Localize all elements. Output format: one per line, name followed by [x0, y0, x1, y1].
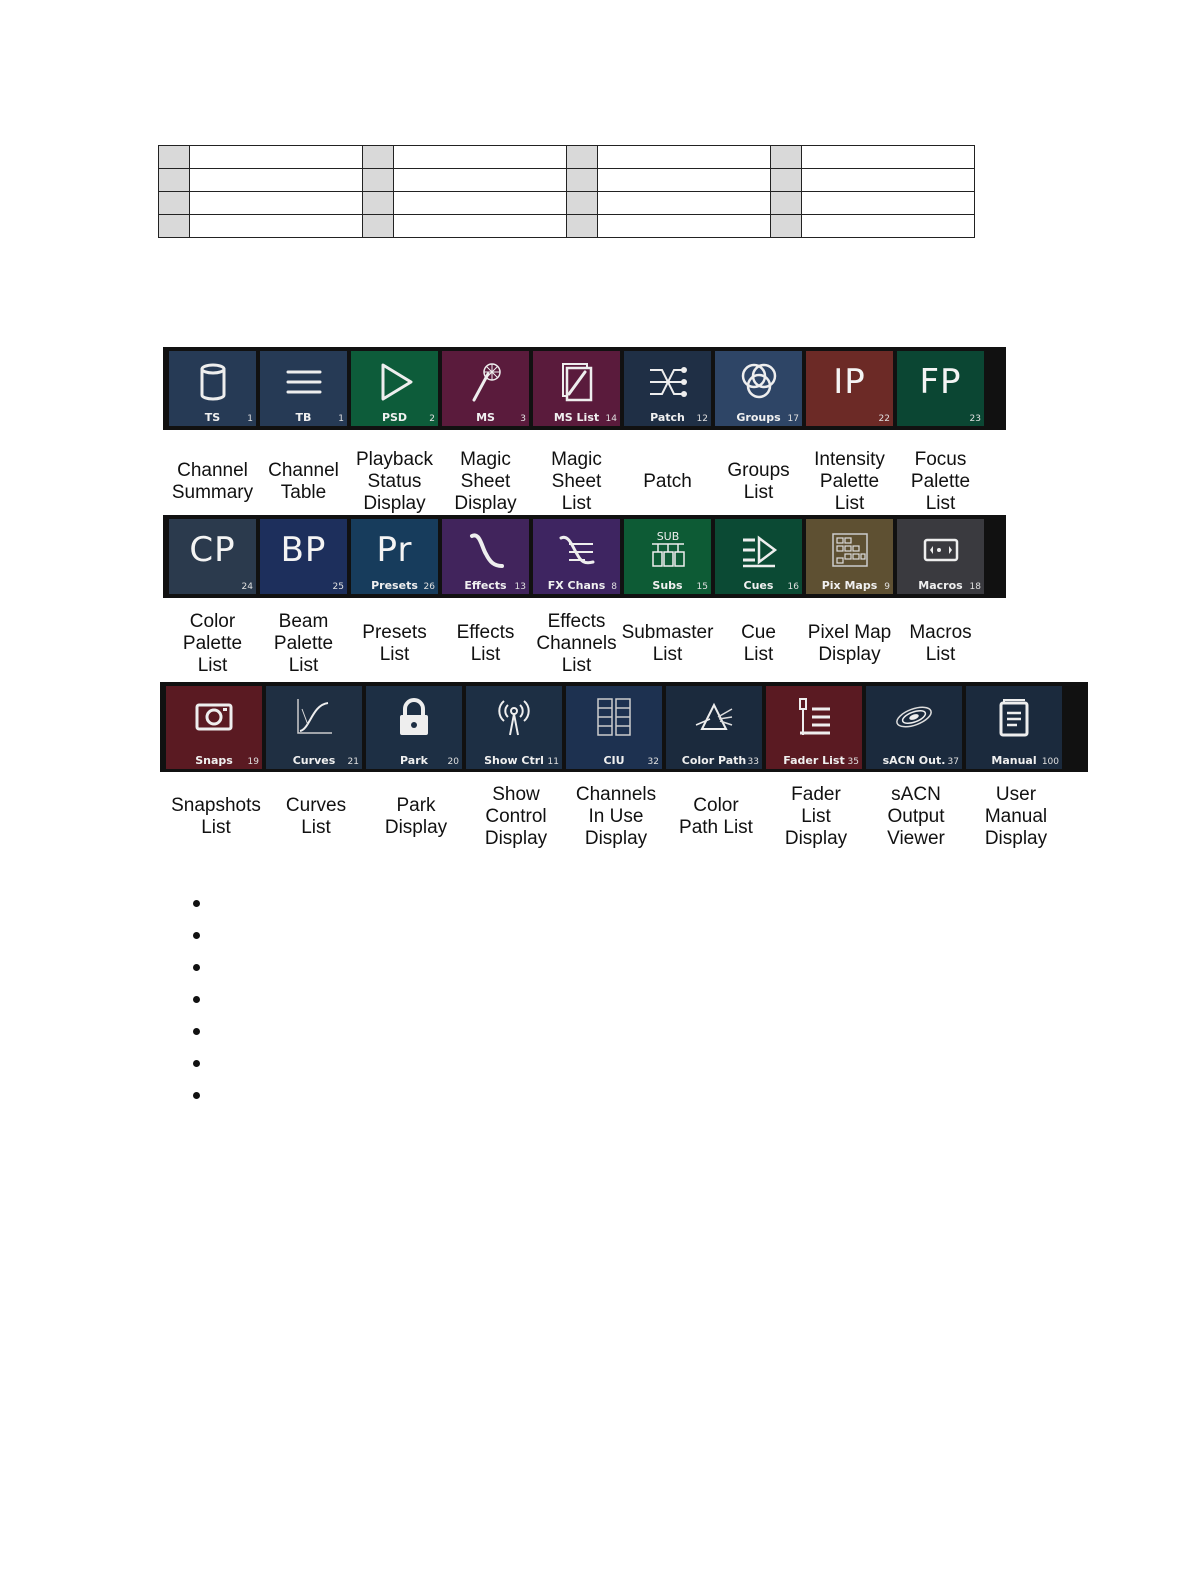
tile-patch[interactable]	[624, 351, 711, 426]
tile-caption: Submaster List	[621, 622, 714, 665]
tile-ip[interactable]	[806, 351, 893, 426]
tile-number: 20	[447, 757, 459, 767]
table-num-cell	[363, 146, 394, 169]
pixel-map-icon	[806, 527, 893, 573]
tile-ms[interactable]	[442, 351, 529, 426]
tile-number: 11	[547, 757, 559, 767]
table-cell	[190, 146, 363, 169]
tile-number: 14	[605, 414, 617, 424]
tile-label: FX Chans	[547, 579, 606, 592]
tile-curves[interactable]	[266, 686, 362, 769]
fx-chans-icon	[533, 527, 620, 573]
tile-row-1	[163, 347, 1006, 430]
tile-row-3	[160, 682, 1088, 772]
table-cell	[598, 169, 771, 192]
tile-number: 26	[423, 582, 435, 592]
table-num-cell	[567, 169, 598, 192]
curve-icon	[266, 694, 362, 740]
tile-fx-chans[interactable]	[533, 519, 620, 594]
tile-number: 25	[332, 582, 344, 592]
tile-caption: User Manual Display	[984, 784, 1048, 849]
table-num-cell	[771, 169, 802, 192]
table-cell	[394, 192, 567, 215]
tile-caption: Curves List	[285, 795, 347, 838]
tile-caption: Channel Summary	[171, 460, 254, 503]
tile-show-ctrl[interactable]	[466, 686, 562, 769]
macros-icon	[897, 527, 984, 573]
tile-number: 9	[884, 582, 890, 592]
tile-label: Macros	[918, 579, 963, 592]
table-cell	[190, 192, 363, 215]
tile-number: 22	[878, 414, 890, 424]
table-num-cell	[159, 146, 190, 169]
table-cell	[598, 146, 771, 169]
tile-label: PSD	[381, 411, 408, 424]
hamburger-icon	[260, 359, 347, 405]
table-num-cell	[363, 192, 394, 215]
tile-abbrev: CP	[189, 530, 236, 570]
tile-abbrev: Pr	[376, 530, 413, 570]
empty-grid-table	[158, 145, 975, 238]
fader-list-icon	[766, 694, 862, 740]
table-num-cell	[159, 169, 190, 192]
ip-text-icon	[806, 359, 893, 405]
tile-caption: Pixel Map Display	[807, 622, 892, 665]
tile-abbrev: FP	[919, 362, 962, 402]
cp-text-icon	[169, 527, 256, 573]
pr-text-icon	[351, 527, 438, 573]
table-num-cell	[567, 192, 598, 215]
prism-icon	[666, 694, 762, 740]
table-cell	[802, 192, 975, 215]
tile-caption: Magic Sheet List	[551, 449, 602, 514]
tile-caption: Show Control Display	[484, 784, 548, 849]
table-cell	[802, 169, 975, 192]
columns-icon	[566, 694, 662, 740]
tile-number: 23	[969, 414, 981, 424]
tile-number: 24	[241, 582, 253, 592]
tile-ms-list[interactable]	[533, 351, 620, 426]
table-cell	[190, 215, 363, 238]
tile-fader-list[interactable]	[766, 686, 862, 769]
tile-park[interactable]	[366, 686, 462, 769]
tile-label: Effects	[464, 579, 507, 592]
tile-label: Groups	[736, 411, 781, 424]
tile-caption: Snapshots List	[171, 795, 261, 838]
tile-ciu[interactable]	[566, 686, 662, 769]
tile-label: Curves	[292, 754, 336, 767]
magic-wand-icon	[442, 359, 529, 405]
tile-label: Pix Maps	[821, 579, 878, 592]
caption-row-1	[167, 448, 986, 516]
table-cell	[598, 215, 771, 238]
tile-caption: Patch	[643, 471, 692, 492]
tile-label: Color Path	[681, 754, 747, 767]
tile-label: MS	[476, 411, 495, 424]
tile-label: Show Ctrl	[484, 754, 544, 767]
tile-number: 35	[847, 757, 859, 767]
cylinder-icon	[169, 359, 256, 405]
tile-caption: Intensity Palette List	[814, 449, 885, 514]
padlock-icon	[366, 694, 462, 740]
table-cell	[394, 169, 567, 192]
tile-number: 33	[747, 757, 759, 767]
tile-caption: Beam Palette List	[273, 611, 334, 676]
bp-text-icon	[260, 527, 347, 573]
tile-caption: Groups List	[727, 460, 790, 503]
tile-caption: Effects Channels List	[536, 611, 617, 676]
tile-groups[interactable]	[715, 351, 802, 426]
tile-label: Park	[400, 754, 428, 767]
tile-caption: Magic Sheet Display	[454, 449, 517, 514]
tile-number: 18	[969, 582, 981, 592]
tile-label: Subs	[652, 579, 683, 592]
table-num-cell	[363, 215, 394, 238]
tile-caption: Channel Table	[268, 460, 339, 503]
tile-caption: Channels In Use Display	[575, 784, 657, 849]
groups-icon	[715, 359, 802, 405]
cues-icon	[715, 527, 802, 573]
tile-number: 100	[1041, 757, 1059, 767]
tile-number: 1	[247, 414, 253, 424]
tile-label: TS	[204, 411, 221, 424]
tile-caption: Presets List	[362, 622, 427, 665]
table-num-cell	[567, 215, 598, 238]
tile-fp[interactable]	[897, 351, 984, 426]
tile-caption: Color Path List	[679, 795, 753, 838]
tile-label: Patch	[650, 411, 685, 424]
tile-label: TB	[295, 411, 312, 424]
table-num-cell	[159, 192, 190, 215]
tile-pix-maps[interactable]	[806, 519, 893, 594]
table-row	[159, 146, 975, 169]
tile-label: CIU	[603, 754, 625, 767]
tile-number: 13	[514, 582, 526, 592]
tile-caption: sACN Output Viewer	[887, 784, 945, 849]
table-num-cell	[771, 215, 802, 238]
tile-number: 2	[429, 414, 435, 424]
tile-number: 12	[696, 414, 708, 424]
tile-manual[interactable]	[966, 686, 1062, 769]
tile-color-path[interactable]	[666, 686, 762, 769]
table-row	[159, 192, 975, 215]
manual-book-icon	[966, 694, 1062, 740]
tile-caption: Macros List	[909, 622, 972, 665]
table-cell	[598, 192, 771, 215]
tile-cues[interactable]	[715, 519, 802, 594]
tile-abbrev: BP	[280, 530, 327, 570]
tile-number: 17	[787, 414, 799, 424]
tile-label: sACN Out.	[882, 754, 946, 767]
sub-icon	[624, 527, 711, 573]
table-cell	[394, 146, 567, 169]
tile-number: 8	[611, 582, 617, 592]
table-cell	[802, 215, 975, 238]
table-row	[159, 215, 975, 238]
tile-label: Cues	[743, 579, 774, 592]
tile-label: Presets	[371, 579, 418, 592]
table-cell	[802, 146, 975, 169]
table-num-cell	[159, 215, 190, 238]
tile-cp[interactable]	[169, 519, 256, 594]
tile-ts[interactable]	[169, 351, 256, 426]
tile-label: Manual	[991, 754, 1037, 767]
tile-effects[interactable]	[442, 519, 529, 594]
tile-number: 3	[520, 414, 526, 424]
tile-number: 15	[696, 582, 708, 592]
galaxy-icon	[866, 694, 962, 740]
tile-label: Fader List	[783, 754, 845, 767]
tile-bp[interactable]	[260, 519, 347, 594]
tile-psd[interactable]	[351, 351, 438, 426]
table-num-cell	[567, 146, 598, 169]
tile-caption: Focus Palette List	[910, 449, 971, 514]
pages-icon	[533, 359, 620, 405]
caption-row-2	[167, 610, 986, 678]
tile-number: 1	[338, 414, 344, 424]
tile-row-2	[163, 515, 1006, 598]
camera-icon	[166, 694, 262, 740]
tile-number: 21	[347, 757, 359, 767]
tile-caption: Fader List Display	[784, 784, 848, 849]
tile-caption: Playback Status Display	[355, 449, 434, 514]
tile-snaps[interactable]	[166, 686, 262, 769]
broadcast-icon	[466, 694, 562, 740]
table-num-cell	[771, 192, 802, 215]
tile-number: 19	[247, 757, 259, 767]
table-row	[159, 169, 975, 192]
fp-text-icon	[897, 359, 984, 405]
table-cell	[190, 169, 363, 192]
effects-wave-icon	[442, 527, 529, 573]
tile-number: 37	[947, 757, 959, 767]
table-num-cell	[363, 169, 394, 192]
tile-caption: Cue List	[741, 622, 776, 665]
tile-caption: Effects List	[456, 622, 515, 665]
tile-abbrev: IP	[833, 362, 866, 402]
svg-text:SUB: SUB	[656, 530, 679, 543]
tile-sacn-out[interactable]	[866, 686, 962, 769]
table-num-cell	[771, 146, 802, 169]
patch-icon	[624, 359, 711, 405]
tile-number: 32	[647, 757, 659, 767]
tile-presets[interactable]	[351, 519, 438, 594]
tile-number: 16	[787, 582, 799, 592]
tile-macros[interactable]	[897, 519, 984, 594]
tile-caption: Park Display	[384, 795, 448, 838]
tile-label: MS List	[553, 411, 600, 424]
caption-row-3	[166, 782, 1066, 852]
play-icon	[351, 359, 438, 405]
table-cell	[394, 215, 567, 238]
tile-label: Snaps	[195, 754, 233, 767]
tile-caption: Color Palette List	[182, 611, 243, 676]
tile-tb[interactable]	[260, 351, 347, 426]
tile-subs[interactable]	[624, 519, 711, 594]
